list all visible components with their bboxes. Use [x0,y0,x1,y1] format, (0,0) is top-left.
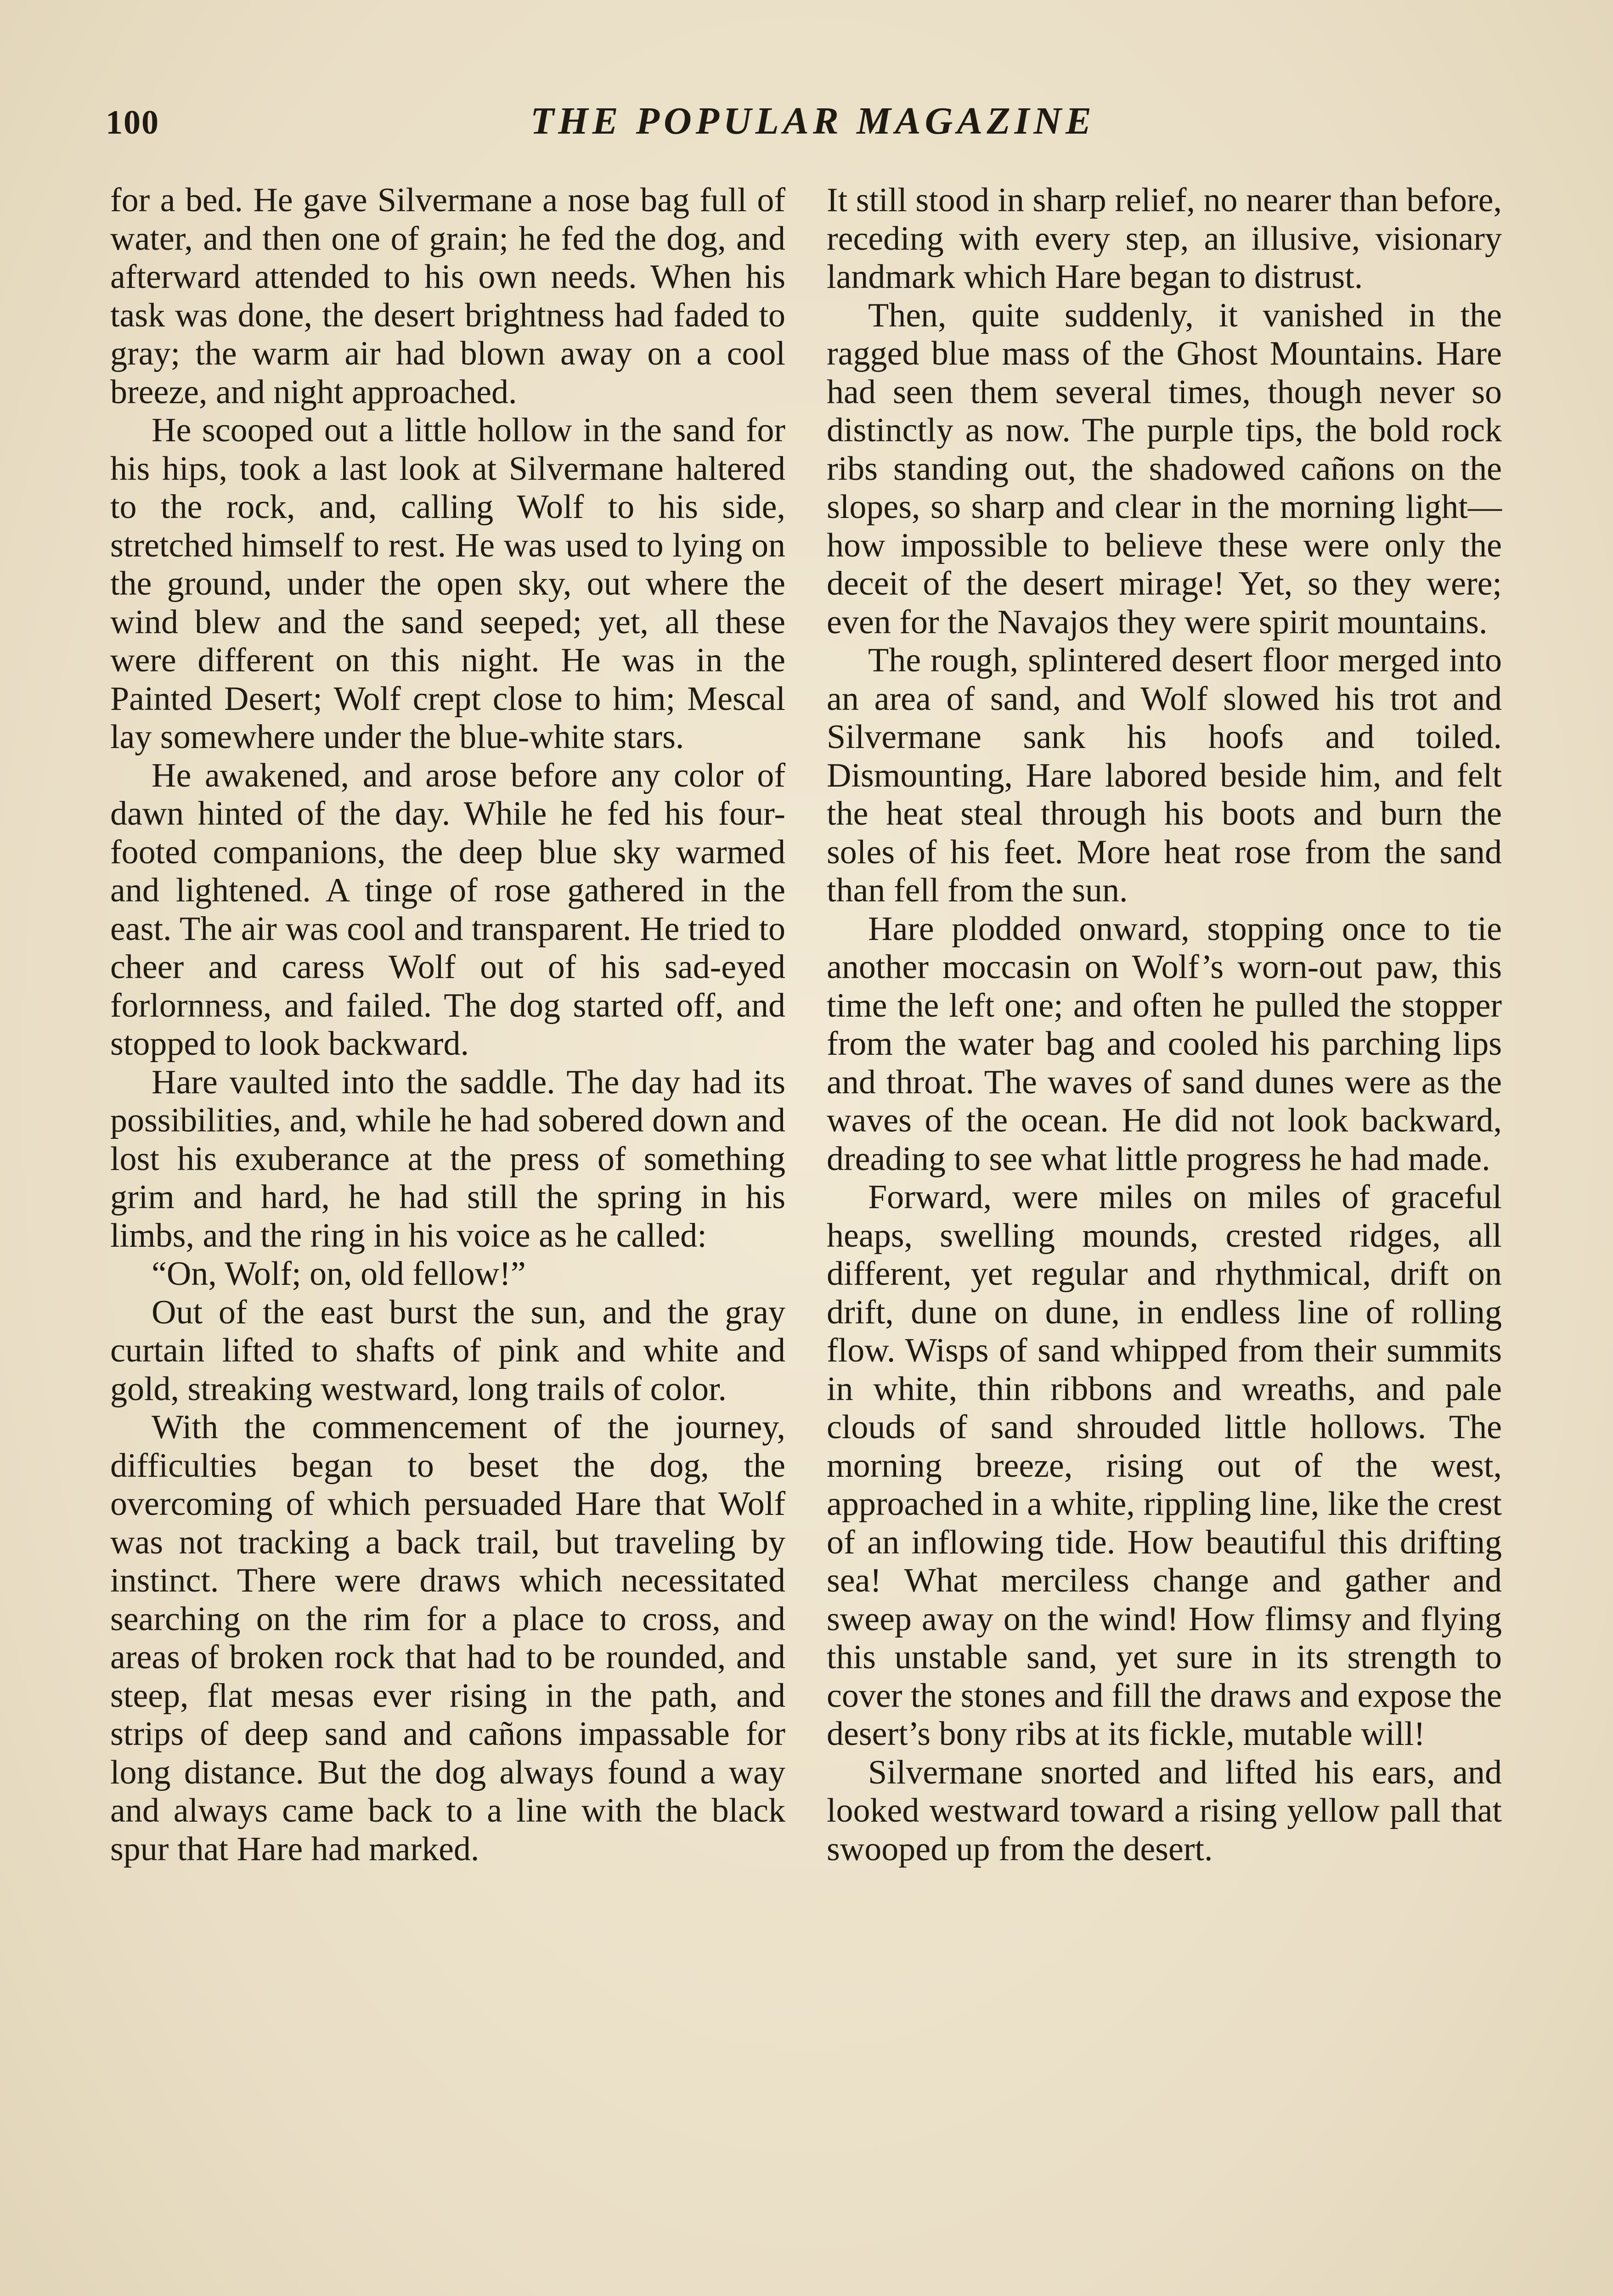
running-title: THE POPULAR MAGAZINE [530,100,1096,142]
paragraph: He scooped out a little hollow in the sand for his hips, took a last look at Silvermane haltered to the rock, and, calling Wolf to his side, stretched himself to rest. He was used to lying on the ground, under the open sky, out where the wind blew and the sand seeped; yet, all these were different on this night. He was in the Painted Desert; Wolf crept close to him; Mescal lay somewhere under the blue-white stars. [110,411,785,756]
paragraph: Hare plodded onward, stopping once to tie another moccasin on Wolf’s worn-out paw, this time the left one; and often he pulled the stopper from the water bag and cooled his parching lips and throat. The waves of sand dunes were as the waves of the ocean. He did not look backward, dreading to see what little progress he had made. [827,910,1502,1178]
paragraph: Out of the east burst the sun, and the gray curtain lifted to shafts of pink and white and gold, streaking westward, long trails of color. [110,1293,785,1408]
right-column [827,181,1502,1868]
paragraph: He awakened, and arose before any color of dawn hinted of the day. While he fed his four-footed companions, the deep blue sky warmed and lightened. A tinge of rose gathered in the east. The air was cool and transparent. He tried to cheer and caress Wolf out of his sad-eyed forlornness, and failed. The dog started off, and stopped to look backward. [110,756,785,1063]
paragraph: Then, quite suddenly, it vanished in the ragged blue mass of the Ghost Mountains. Hare had seen them several times, though never so distinctly as now. The purple tips, the bold rock ribs standing out, the shadowed cañons on the slopes, so sharp and clear in the morning light—how impossible to believe these were only the deceit of the desert mirage! Yet, so they were; even for the Navajos they were spirit mountains. [827,296,1502,641]
paragraph: for a bed. He gave Silvermane a nose bag full of water, and then one of grain; he fed the dog, and afterward attended to his own needs. When his task was done, the desert brightness had faded to gray; the warm air had blown away on a cool breeze, and night approached. [110,181,785,411]
paragraph: Forward, were miles on miles of graceful heaps, swelling mounds, crested ridges, all different, yet regular and rhythmical, drift on drift, dune on dune, in endless line of rolling flow. Wisps of sand whipped from their summits in white, thin ribbons and wreaths, and pale clouds of sand shrouded little hollows. The morning breeze, rising out of the west, approached in a white, rippling line, like the crest of an inflowing tide. How beautiful this drifting sea! What merciless change and gather and sweep away on the wind! How flimsy and flying this unstable sand, yet sure in its strength to cover the stones and fill the draws and expose the desert’s bony ribs at its fickle, mutable will! [827,1178,1502,1753]
dialogue-line: “On, Wolf; on, old fellow!” [152,1255,526,1293]
page-number: 100 [106,104,159,141]
paragraph: Silvermane snorted and lifted his ears, and looked westward toward a rising yellow pall that swooped up from the desert. [827,1753,1502,1868]
paragraph: It still stood in sharp relief, no nearer than before, receding with every step, an illusive, visionary landmark which Hare began to distrust. [827,181,1502,296]
left-column [110,181,785,1868]
paragraph: The rough, splintered desert floor merged into an area of sand, and Wolf slowed his trot and Silvermane sank his hoofs and toiled. Dismounting, Hare labored beside him, and felt the heat steal through his boots and burn the soles of his feet. More heat rose from the sand than fell from the sun. [827,642,1502,909]
paragraph: With the commencement of the journey, difficulties began to beset the dog, the overcoming of which persuaded Hare that Wolf was not tracking a back trail, but traveling by instinct. There were draws which necessitated searching on the rim for a place to cross, and areas of broken rock that had to be rounded, and steep, flat mesas ever rising in the path, and strips of deep sand and cañons impassable for long distance. But the dog always found a way and always came back to a line with the black spur that Hare had marked. [110,1408,785,1868]
page-header [106,99,1520,154]
paragraph: Hare vaulted into the saddle. The day had its possibilities, and, while he had sobered down and lost his exuberance at the press of something grim and hard, he had still the spring in his limbs, and the ring in his voice as he called: [110,1063,785,1255]
